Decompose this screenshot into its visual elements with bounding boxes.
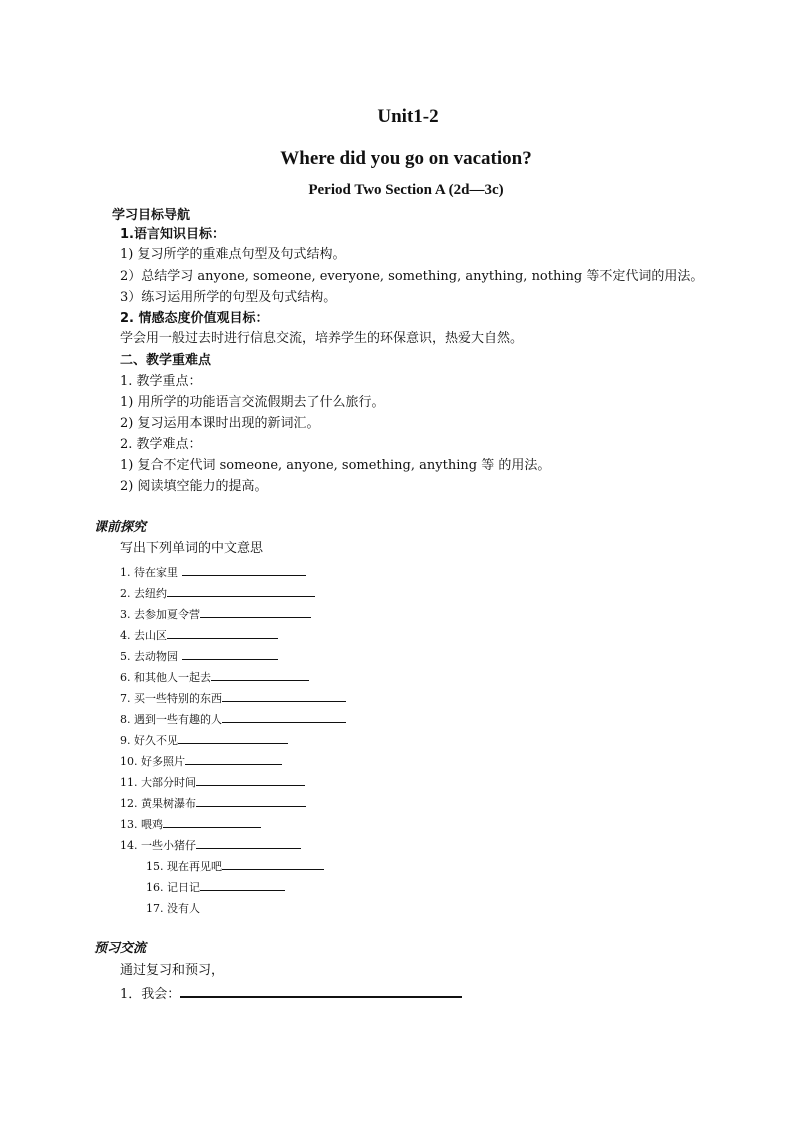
answer-blank[interactable] xyxy=(180,984,462,998)
vocab-item-16: 16. 记日记 xyxy=(146,879,285,897)
vocab-item-1: 1. 待在家里 xyxy=(120,564,306,582)
answer-blank[interactable] xyxy=(211,669,309,681)
unit-title: Unit1-2 xyxy=(377,106,439,127)
vocab-item-6: 6. 和其他人一起去 xyxy=(120,669,309,687)
preview-intro: 通过复习和预习， xyxy=(120,963,225,978)
answer-blank[interactable] xyxy=(222,858,324,870)
vocab-item-2: 2. 去纽约 xyxy=(120,585,315,603)
vocab-item-3: 3. 去参加夏令营 xyxy=(120,606,311,624)
difficulty-heading: 2. 教学难点： xyxy=(120,437,202,452)
answer-blank[interactable] xyxy=(222,690,346,702)
focus-item-2: 2) 复习运用本课时出现的新词汇。 xyxy=(120,416,320,431)
answer-blank[interactable] xyxy=(222,711,346,723)
answer-blank[interactable] xyxy=(185,753,282,765)
preview-heading: 预习交流 xyxy=(94,941,147,956)
emotion-goal-text: 学会用一般过去时进行信息交流，培养学生的环保意识，热爱大自然。 xyxy=(120,331,524,346)
answer-blank[interactable] xyxy=(200,879,285,891)
vocab-item-11: 11. 大部分时间 xyxy=(120,774,305,792)
answer-blank[interactable] xyxy=(178,732,288,744)
answer-blank[interactable] xyxy=(167,585,315,597)
preview-item-1: 1．我会： xyxy=(120,984,462,1004)
goals-heading: 学习目标导航 xyxy=(112,208,191,223)
vocab-item-8: 8. 遇到一些有趣的人 xyxy=(120,711,346,729)
vocab-item-9: 9. 好久不见 xyxy=(120,732,288,750)
vocab-item-13: 13. 喂鸡 xyxy=(120,816,261,834)
vocab-item-4: 4. 去山区 xyxy=(120,627,278,645)
vocab-item-5: 5. 去动物园 xyxy=(120,648,278,666)
answer-blank[interactable] xyxy=(182,648,278,660)
preclass-heading: 课前探究 xyxy=(94,520,147,535)
difficulty-item-1: 1) 复合不定代词 someone, anyone, something, anything 等 的用法。 xyxy=(120,458,551,473)
keypoints-heading: 二、教学重难点 xyxy=(120,353,212,368)
answer-blank[interactable] xyxy=(182,564,306,576)
focus-item-1: 1) 用所学的功能语言交流假期去了什么旅行。 xyxy=(120,395,385,410)
lang-goal-item-1: 1) 复习所学的重难点句型及句式结构。 xyxy=(120,247,346,262)
vocab-item-14: 14. 一些小猪仔 xyxy=(120,837,301,855)
answer-blank[interactable] xyxy=(196,837,301,849)
answer-blank[interactable] xyxy=(200,606,311,618)
vocab-item-17: 17. 没有人 xyxy=(146,902,200,915)
answer-blank[interactable] xyxy=(167,627,278,639)
focus-heading: 1. 教学重点： xyxy=(120,374,202,389)
vocab-item-10: 10. 好多照片 xyxy=(120,753,282,771)
answer-blank[interactable] xyxy=(196,795,306,807)
preclass-instruction: 写出下列单词的中文意思 xyxy=(120,541,264,556)
difficulty-item-2: 2) 阅读填空能力的提高。 xyxy=(120,479,268,494)
period-title: Period Two Section A (2d—3c) xyxy=(308,182,504,198)
lang-goal-heading: 1.语言知识目标： xyxy=(120,227,225,242)
answer-blank[interactable] xyxy=(196,774,305,786)
answer-blank[interactable] xyxy=(163,816,261,828)
emotion-goal-heading: 2. 情感态度价值观目标： xyxy=(120,311,269,326)
vocab-item-15: 15. 现在再见吧 xyxy=(146,858,324,876)
vocab-item-7: 7. 买一些特别的东西 xyxy=(120,690,346,708)
vocab-item-12: 12. 黄果树瀑布 xyxy=(120,795,306,813)
lesson-title: Where did you go on vacation? xyxy=(280,148,532,169)
lang-goal-item-3: 3）练习运用所学的句型及句式结构。 xyxy=(120,290,337,305)
lang-goal-item-2: 2）总结学习 anyone, someone, everyone, something, anything, nothing 等不定代词的用法。 xyxy=(120,269,704,284)
